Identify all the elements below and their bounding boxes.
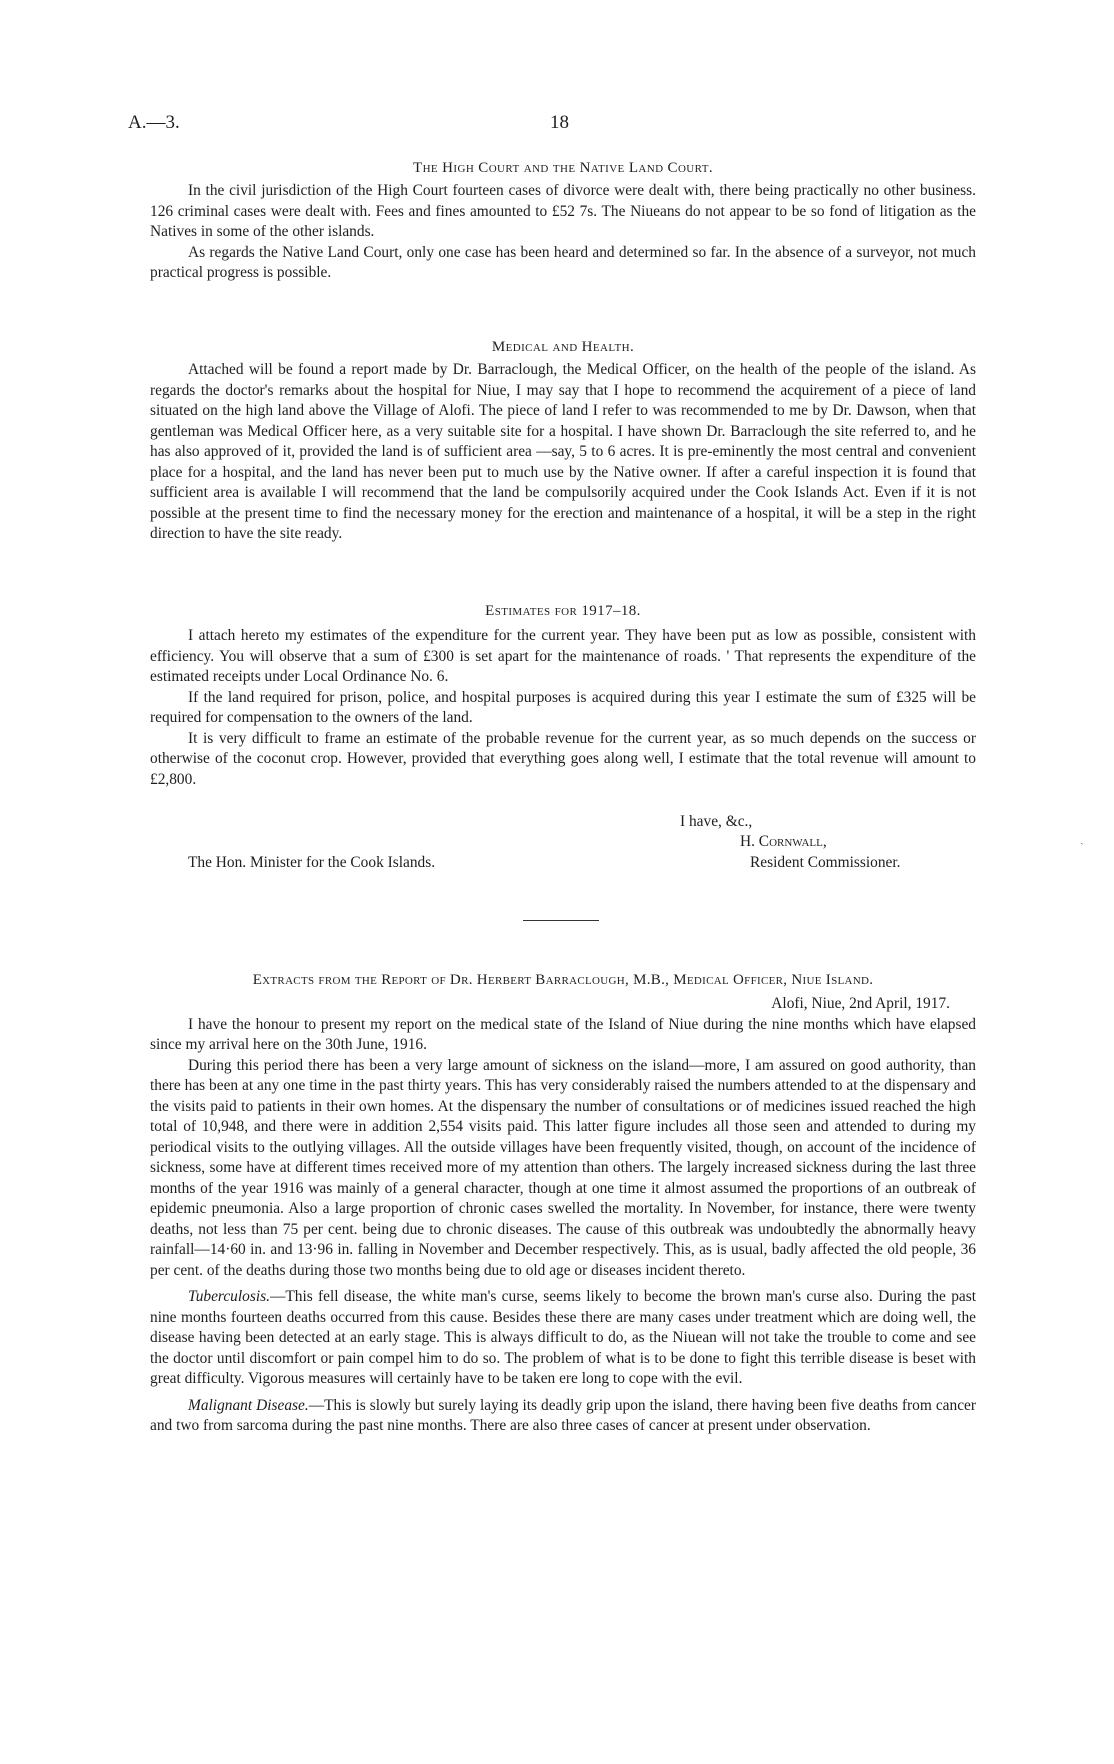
addressee: The Hon. Minister for the Cook Islands.: [188, 854, 436, 871]
malignant-disease-text: —This is slowly but surely laying its deadly grip upon the island, there having been five deaths from cancer and two from sarcoma during the past nine months. There are also three cases of cancer at present under observation.: [150, 1396, 976, 1434]
dateline: Alofi, Niue, 2nd April, 1917.: [771, 995, 950, 1012]
tuberculosis-label: Tuberculosis.: [188, 1288, 270, 1305]
section-divider: [523, 920, 599, 921]
estimates-section: [150, 603, 976, 790]
courts-heading: The High Court and the Native Land Court.: [413, 160, 713, 176]
medical-heading: Medical and Health.: [491, 339, 635, 355]
extracts-heading: Extracts from the Report of Dr. Herbert Barraclough, M.B., Medical Officer, Niue Island.: [252, 972, 874, 988]
signatory-name: H. Cornwall,: [740, 833, 827, 850]
estimates-paragraph-2: If the land required for prison, police, and hospital purposes is acquired during this year I estimate the sum of £325 will be required for compensation to the owners of the land.: [150, 688, 976, 726]
estimates-paragraph-3: It is very difficult to frame an estimate of the probable revenue for the current year, as so much depends on the success or otherwise of the coconut crop. However, provided that everything goes along well, I estimate that the total revenue will amount to £2,800.: [150, 729, 976, 788]
extracts-paragraph-2: During this period there has been a very large amount of sickness on the island—more, I am assured on good authority, than there has been at any one time in the past thirty years. This has very considerably raised the numbers attended to at the dispensary and the visits paid to patients in their own homes. At the dispensary the number of consultations or of medicines issued reached the high total of 10,948, and there were in addition 2,554 visits paid. This latter figure includes all those seen and attended to during my periodical visits to the outlying villages. All the outside villages have been frequently visited, though, on account of the incidence of sickness, some have at different times received more of my attention than others. The largely increased sickness during the last three months of the year 1916 was mainly of a general character, though at one time it almost assumed the proportions of an outbreak of epidemic pneumonia. Also a large proportion of chronic cases swelled the mortality. In November, for instance, there were twenty deaths, not less than 75 per cent. being due to chronic diseases. The cause of this outbreak was undoubtedly the abnormally heavy rainfall—14·60 in. and 13·96 in. falling in November and December respectively. This, as is usual, badly affected the old people, 36 per cent. of the deaths during those two months being due to old age or diseases incident thereto.: [150, 1056, 976, 1279]
medical-paragraph-1: Attached will be found a report made by Dr. Barraclough, the Medical Officer, on the health of the people of the island. As regards the doctor's remarks about the hospital for Niue, I may say that I hope to recommend the acquirement of a piece of land situated on the high land above the Village of Alofi. The piece of land I refer to was recommended to me by Dr. Dawson, when that gentleman was Medical Officer here, as a very suitable site for a hospital. I have shown Dr. Barraclough the site referred to, and he has also approved of it, provided the land is of sufficient area —say, 5 to 6 acres. It is pre-eminently the most central and convenient place for a hospital, and the land has never been put to much use by the Native owner. If after a careful inspection it is found that sufficient area is available I will recommend that the land be compulsorily acquired under the Cook Islands Act. Even if it is not possible at the present time to find the necessary money for the erection and maintenance of a hospital, it will be a step in the right direction to have the site ready.: [150, 361, 976, 542]
estimates-paragraph-1: I attach hereto my estimates of the expenditure for the current year. They have been put as low as possible, consistent with efficiency. You will observe that a sum of £300 is set apart for the maintenance of roads. ' That represents the expenditure of the estimated receipts under Local Ordinance No. 6.: [150, 627, 976, 685]
malignant-disease-paragraph: [150, 1396, 976, 1437]
extracts-paragraph-1: I have the honour to present my report on the medical state of the Island of Niue during the nine months which have elapsed since my arrival here on the 30th June, 1916.: [150, 1015, 976, 1053]
page-reference: A.—3.: [128, 112, 180, 133]
closing: I have, &c.,: [680, 813, 753, 830]
malignant-disease-label: Malignant Disease.: [188, 1396, 309, 1414]
tuberculosis-text: —This fell disease, the white man's curse, seems likely to become the brown man's curse also. During the past nine months fourteen deaths occurred from this cause. Besides these there are many cases under treatment which are doing well, the disease having been detected at an early stage. This is always difficult to do, as the Niuean will not take the trouble to come and see the doctor until discomfort or pain compel him to do so. The problem of what is to be done to fight this terrible disease is beset with great difficulty. Vigorous measures will certainly have to be taken ere long to cope with the evil.: [150, 1288, 976, 1387]
extracts-section: [150, 970, 976, 1437]
estimates-heading: Estimates for 1917–18.: [485, 603, 641, 619]
courts-section: [150, 160, 976, 284]
tuberculosis-paragraph: [150, 1287, 976, 1390]
courts-paragraph-1: In the civil jurisdiction of the High Court fourteen cases of divorce were dealt with, there being practically no other business. 126 criminal cases were dealt with. Fees and fines amounted to £52 7s. The Niueans do not appear to be so fond of litigation as the Natives in some of the other islands.: [150, 182, 976, 240]
medical-section: [150, 339, 976, 545]
signatory-title: Resident Commissioner.: [750, 854, 901, 871]
courts-paragraph-2: As regards the Native Land Court, only one case has been heard and determined so far. In the absence of a surveyor, not much practical progress is possible.: [150, 243, 976, 281]
page-number: 18: [550, 112, 569, 133]
margin-mark: ˏ: [1080, 833, 1084, 845]
